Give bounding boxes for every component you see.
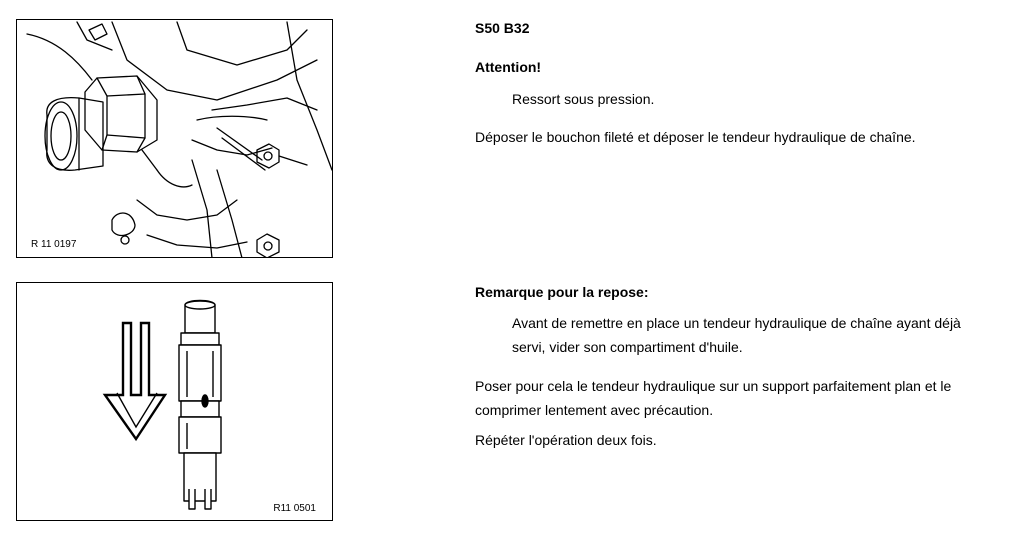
figure-reference-1: R 11 0197: [31, 239, 77, 250]
installation-note-heading: Remarque pour la repose:: [475, 284, 649, 300]
installation-note-line-2: servi, vider son compartiment d'huile.: [512, 339, 743, 355]
warning-text: Ressort sous pression.: [512, 91, 655, 107]
compress-step-line-2: comprimer lentement avec précaution.: [475, 402, 714, 418]
figure-chain-tensioner: [16, 282, 333, 521]
compress-step-line-1: Poser pour cela le tendeur hydraulique sur un support parfaitement plan et le: [475, 378, 952, 394]
down-arrow-icon: [105, 323, 165, 439]
removal-instruction: Déposer le bouchon fileté et déposer le tendeur hydraulique de chaîne.: [475, 129, 916, 145]
screw-plug-illustration: [17, 20, 333, 258]
engine-code-heading: S50 B32: [475, 20, 530, 36]
warning-heading: Attention!: [475, 59, 542, 75]
figure-reference-2: R11 0501: [273, 503, 316, 514]
repeat-step: Répéter l'opération deux fois.: [475, 432, 657, 448]
chain-tensioner-illustration: [17, 283, 333, 521]
figure-screw-plug: [16, 19, 333, 258]
installation-note-line-1: Avant de remettre en place un tendeur hydraulique de chaîne ayant déjà: [512, 315, 961, 331]
